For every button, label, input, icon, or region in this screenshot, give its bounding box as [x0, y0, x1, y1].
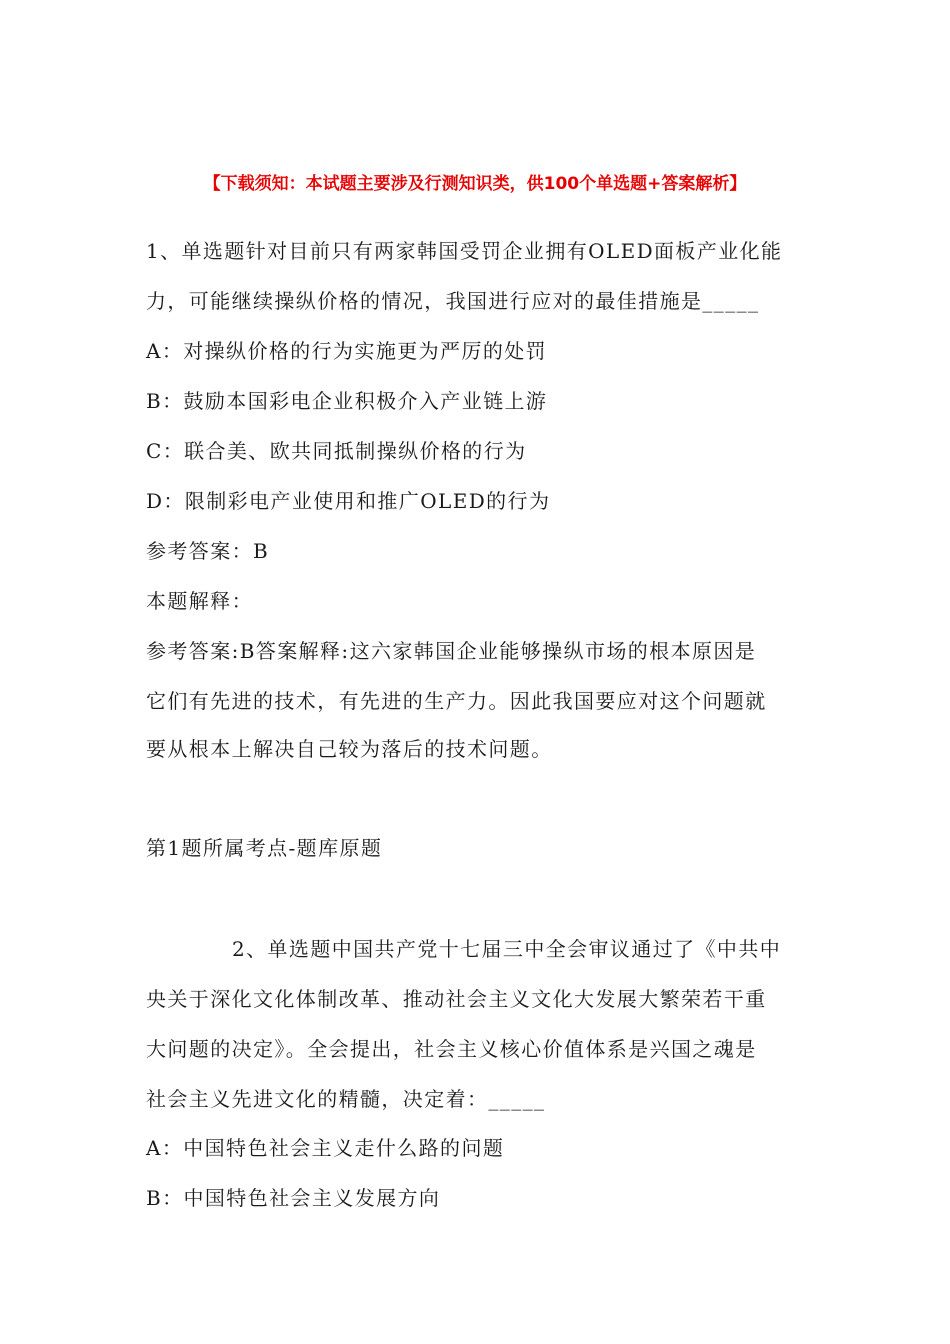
- q1-option-b: B：鼓励本国彩电企业积极介入产业链上游: [146, 389, 548, 413]
- q1-answer: 参考答案：B: [146, 539, 270, 563]
- download-notice: 【下载须知：本试题主要涉及行测知识类，供100个单选题+答案解析】: [203, 174, 747, 194]
- q1-topic: 第1题所属考点-题库原题: [146, 836, 383, 860]
- q1-explanation-line-2: 它们有先进的技术，有先进的生产力。因此我国要应对这个问题就: [146, 689, 767, 713]
- q2-stem-line-4: 社会主义先进文化的精髓，决定着：_____: [146, 1087, 546, 1111]
- q2-stem-line-2: 央关于深化文化体制改革、推动社会主义文化大发展大繁荣若干重: [146, 987, 767, 1011]
- q1-option-a: A：对操纵价格的行为实施更为严厉的处罚: [146, 339, 548, 363]
- q1-stem-line-2: 力，可能继续操纵价格的情况，我国进行应对的最佳措施是_____: [146, 289, 760, 313]
- q1-stem-line-1: 1、单选题针对目前只有两家韩国受罚企业拥有OLED面板产业化能: [146, 239, 783, 263]
- q1-option-c: C：联合美、欧共同抵制操纵价格的行为: [146, 439, 527, 463]
- q1-explanation-line-1: 参考答案:B答案解释:这六家韩国企业能够操纵市场的根本原因是: [146, 639, 757, 663]
- q2-option-b: B：中国特色社会主义发展方向: [146, 1186, 441, 1210]
- q1-explanation-label: 本题解释：: [146, 589, 253, 613]
- q2-stem-line-1: 2、单选题中国共产党十七届三中全会审议通过了《中共中: [232, 937, 782, 961]
- q1-explanation-line-3: 要从根本上解决自己较为落后的技术问题。: [146, 737, 553, 761]
- q2-stem-line-3: 大问题的决定》。全会提出，社会主义核心价值体系是兴国之魂是: [146, 1037, 757, 1061]
- q1-option-d: D：限制彩电产业使用和推广OLED的行为: [146, 489, 551, 513]
- q2-option-a: A：中国特色社会主义走什么路的问题: [146, 1136, 505, 1160]
